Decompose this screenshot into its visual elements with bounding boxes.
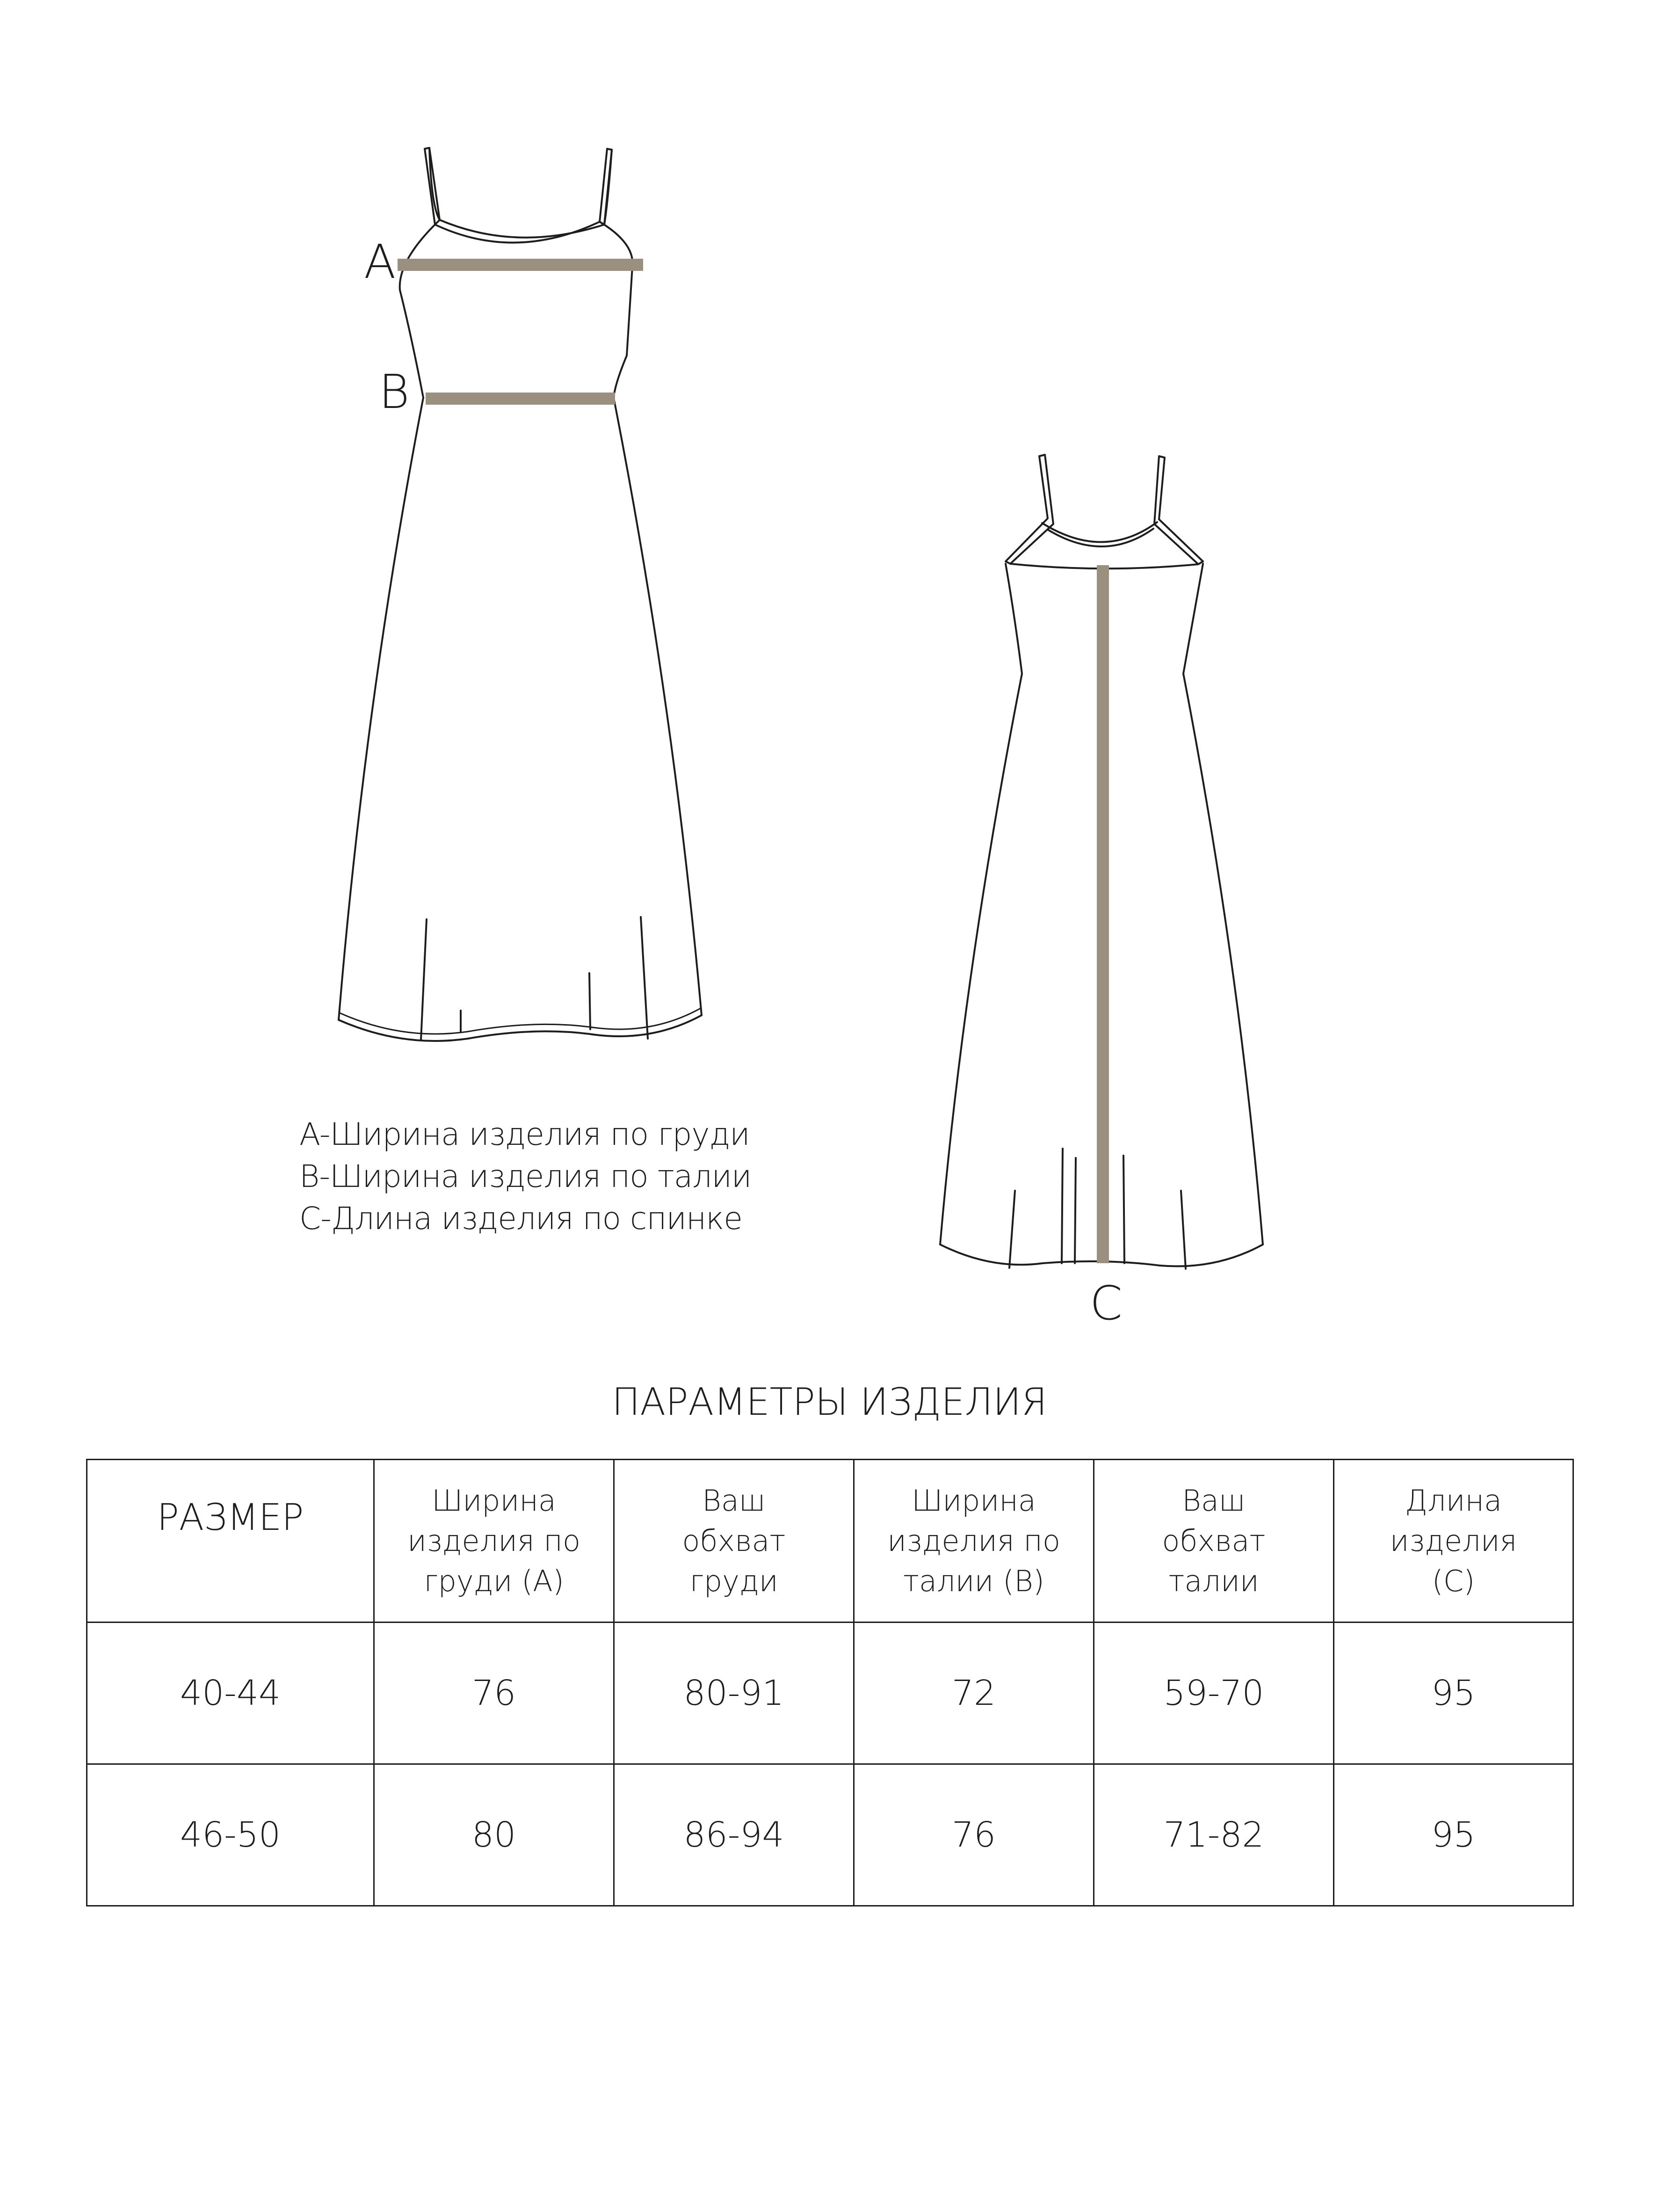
front-seam-center (589, 973, 590, 1029)
header-waist-width: Ширина изделия по талии (В) (854, 1460, 1094, 1623)
back-seam-4 (1123, 1156, 1124, 1263)
header-length: Длина изделия (С) (1334, 1460, 1573, 1623)
back-right-strap (1154, 456, 1203, 564)
measurement-legend (299, 1113, 751, 1240)
front-skirt-right (614, 398, 702, 1015)
table-row (87, 1623, 1573, 1764)
cell-size: 46-50 (87, 1764, 374, 1906)
table-header-row (87, 1460, 1573, 1623)
cell-chest-width: 80 (374, 1764, 614, 1906)
header-chest-width: Ширина изделия по груди (А) (374, 1460, 614, 1623)
legend-line-b: B-Ширина изделия по талии (299, 1158, 752, 1194)
marker-c: C (1090, 1276, 1123, 1331)
cell-size: 40-44 (87, 1623, 374, 1764)
back-left-strap (1006, 455, 1053, 564)
header-your-chest: Ваш обхват груди (614, 1460, 854, 1623)
cell-waist-width: 76 (854, 1764, 1094, 1906)
back-bodice-right (1183, 564, 1203, 674)
table-title: ПАРАМЕТРЫ ИЗДЕЛИЯ (612, 1380, 1047, 1424)
back-seam-3 (1075, 1158, 1076, 1263)
back-seam-5 (1181, 1191, 1186, 1269)
front-neckline-top (429, 148, 612, 225)
back-neckline (1042, 522, 1157, 546)
header-your-waist: Ваш обхват талии (1094, 1460, 1334, 1623)
size-parameters-table (86, 1459, 1574, 1906)
back-skirt-right (1183, 674, 1263, 1244)
back-seam-2 (1062, 1149, 1063, 1263)
front-seam-left (421, 919, 427, 1040)
cell-chest-width: 76 (374, 1623, 614, 1764)
marker-b: B (379, 364, 410, 419)
cell-your-waist: 71-82 (1094, 1764, 1334, 1906)
cell-waist-width: 72 (854, 1623, 1094, 1764)
table-row (87, 1764, 1573, 1906)
marker-a: A (364, 234, 396, 289)
front-seam-right (641, 917, 648, 1039)
back-skirt-left (940, 674, 1022, 1244)
cell-your-chest: 86-94 (614, 1764, 854, 1906)
front-bodice-right (600, 222, 632, 398)
cell-length: 95 (1334, 1623, 1573, 1764)
legend-line-c: C-Длина изделия по спинке (299, 1201, 742, 1237)
front-skirt-left (339, 398, 423, 1020)
legend-line-a: A-Ширина изделия по груди (299, 1116, 750, 1152)
header-size: РАЗМЕР (87, 1460, 374, 1623)
cell-your-chest: 80-91 (614, 1623, 854, 1764)
back-seam-1 (1009, 1191, 1015, 1268)
cell-length: 95 (1334, 1764, 1573, 1906)
cell-your-waist: 59-70 (1094, 1623, 1334, 1764)
back-bodice-left (1006, 564, 1022, 674)
